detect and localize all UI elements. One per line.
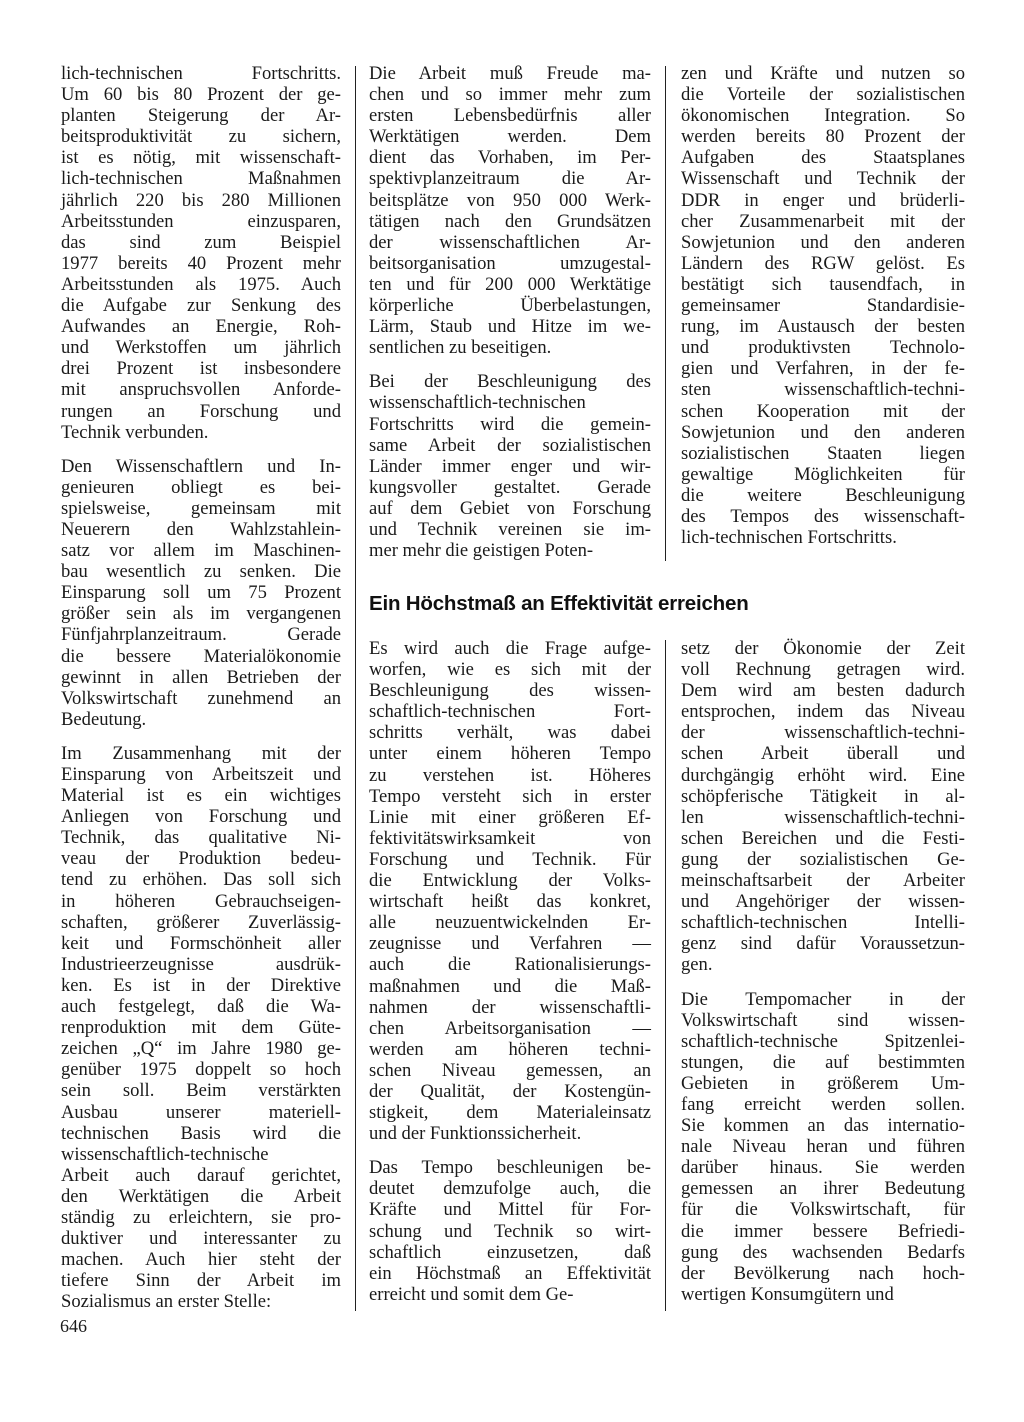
text-line: genüber 1975 doppelt so hoch — [61, 1059, 341, 1081]
text-line: ersten Lebensbedürfnis aller — [369, 105, 651, 127]
paragraph — [61, 456, 341, 730]
text-line: Ausbau unserer materiell- — [61, 1101, 341, 1123]
text-line: werden am höheren techni- — [369, 1038, 651, 1060]
paragraph — [681, 989, 965, 1305]
text-line: sten wissenschaftlich-techni- — [681, 379, 965, 401]
text-line: Material ist es ein wichtiges — [61, 785, 341, 807]
column-top-right — [681, 63, 965, 561]
text-line: Beschleunigung des wissen- — [369, 680, 651, 702]
text-line: die weitere Beschleunigung — [681, 484, 965, 506]
text-line: der Bevölkerung nach hoch- — [681, 1262, 965, 1284]
text-line: und Werkstoffen um jährlich — [61, 337, 341, 359]
text-line: stungen, die auf bestimmten — [681, 1051, 965, 1073]
text-line: spektivplanzeitraum die Ar- — [369, 168, 651, 190]
text-line: ten und für 200 000 Werktätige — [369, 273, 651, 295]
text-line: Die Tempomacher in der — [681, 988, 965, 1010]
text-line: der wissenschaftlich-techni- — [681, 722, 965, 744]
text-line: Das Tempo beschleunigen be- — [369, 1157, 651, 1179]
text-line: mer mehr die geistigen Poten- — [369, 540, 594, 562]
text-line: das sind zum Beispiel — [61, 231, 341, 253]
text-line: der wissenschaftlichen Ar- — [369, 231, 651, 253]
text-line: chen und so immer mehr zum — [369, 84, 651, 106]
text-line: Forschung und Technik. Für — [369, 848, 651, 870]
text-line: worfen, wie es sich mit der — [369, 659, 651, 681]
text-line: Aufwandes an Energie, Roh- — [61, 316, 341, 338]
text-line: Volkswirtschaft zunehmend an — [61, 687, 341, 709]
text-line: und produktivsten Technolo- — [681, 337, 965, 359]
text-line: satz vor allem im Maschinen- — [61, 540, 341, 562]
text-line: des Tempos des wissenschaft- — [681, 505, 965, 527]
text-line: nale Niveau heran und führen — [681, 1136, 965, 1158]
text-line: Arbeitsstunden als 1975. Auch — [61, 273, 341, 295]
text-line: Linie mit einer größeren Ef- — [369, 806, 651, 828]
text-line: chen Arbeitsorganisation — — [369, 1017, 651, 1039]
text-line: gen. — [681, 954, 713, 976]
text-line: len wissenschaftlich-techni- — [681, 806, 965, 828]
text-line: sein soll. Beim verstärkten — [61, 1080, 341, 1102]
text-line: Technik, das qualitative Ni- — [61, 827, 341, 849]
text-line: genz sind dafür Voraussetzun- — [681, 933, 965, 955]
text-line: Sozialismus an erster Stelle: — [61, 1291, 272, 1313]
text-line: Aufgaben des Staatsplanes — [681, 147, 965, 169]
text-line: renproduktion mit dem Güte- — [61, 1017, 341, 1039]
text-line: Einsparung von Arbeitszeit und — [61, 764, 341, 785]
text-line: in höheren Gebrauchseigen- — [61, 890, 341, 912]
text-line: wissenschaftlich-technischen — [369, 392, 586, 414]
text-line: und der Funktionssicherheit. — [369, 1123, 582, 1145]
column-bottom-right — [681, 638, 965, 1318]
text-line: Im Zusammenhang mit der — [61, 742, 341, 764]
text-line: für die Volkswirtschaft, für — [681, 1199, 965, 1221]
text-line: Gebieten in größerem Um- — [681, 1072, 965, 1094]
text-line: schen Niveau gemessen, an — [369, 1059, 651, 1081]
text-line: schritts verhält, was dabei — [369, 722, 651, 744]
text-line: und Angehöriger der wissen- — [681, 891, 965, 913]
text-line: veau der Produktion bedeu- — [61, 848, 341, 870]
text-line: ein Höchstmaß an Effektivität — [369, 1262, 651, 1284]
text-line: auf dem Gebiet von Forschung — [369, 497, 651, 519]
text-line: wissenschaftlich-technische — [61, 1143, 269, 1165]
text-line: kungsvoller gestaltet. Gerade — [369, 476, 651, 498]
text-line: beitsorganisation umzugestal- — [369, 252, 651, 274]
column-rule-top-right — [665, 66, 666, 561]
column-top-left — [61, 63, 341, 1325]
text-line: keit und Formschönheit aller — [61, 932, 341, 954]
text-line: Werktätigen werden. Dem — [369, 126, 651, 148]
text-line: wertigen Konsumgütern und — [681, 1283, 894, 1305]
text-line: same Arbeit der sozialistischen — [369, 434, 651, 456]
column-bottom-middle — [369, 638, 651, 1318]
text-line: durchgängig erhöht wird. Eine — [681, 764, 965, 786]
text-line: gemessen an ihrer Bedeutung — [681, 1178, 965, 1200]
paragraph — [369, 63, 651, 358]
text-line: gewaltige Möglichkeiten für — [681, 463, 965, 485]
text-line: lich-technischen Fortschritts. — [61, 63, 341, 84]
text-line: Dem wird am besten dadurch — [681, 680, 965, 702]
text-line: gung der sozialistischen Ge- — [681, 848, 965, 870]
text-line: gung des wachsenden Bedarfs — [681, 1241, 965, 1263]
text-line: Tempo versteht sich in erster — [369, 785, 651, 807]
text-line: zu verstehen ist. Höheres — [369, 764, 651, 786]
text-line: mit anspruchsvollen Anforde- — [61, 379, 341, 401]
text-line: Um 60 bis 80 Prozent der ge- — [61, 84, 341, 106]
column-top-middle — [369, 63, 651, 574]
text-line: Bei der Beschleunigung des — [369, 371, 651, 393]
text-line: Kräfte und Mittel für For- — [369, 1199, 651, 1221]
text-line: Fortschritts wird die gemein- — [369, 413, 651, 435]
text-line: Wissenschaft und Technik der — [681, 168, 965, 190]
text-line: alle neuzuentwickelnden Er- — [369, 912, 651, 934]
text-line: sozialistischen Staaten liegen — [681, 442, 965, 464]
text-line: Die Arbeit muß Freude ma- — [369, 63, 651, 84]
text-line: maßnahmen und die Maß- — [369, 975, 651, 997]
section-heading: Ein Höchstmaß an Effektivität erreichen — [369, 592, 749, 615]
paragraph — [61, 743, 341, 1313]
text-line: jährlich 220 bis 280 Millionen — [61, 189, 341, 211]
text-line: voll Rechnung getragen wird. — [681, 659, 965, 681]
text-line: ist es nötig, mit wissenschaft- — [61, 147, 341, 169]
text-line: gemeinsamer Standardisie- — [681, 295, 965, 317]
text-line: Ländern des RGW gelöst. Es — [681, 252, 965, 274]
text-line: schöpferische Tätigkeit in al- — [681, 785, 965, 807]
text-line: Den Wissenschaftlern und In- — [61, 455, 341, 477]
text-line: Länder immer enger und wir- — [369, 455, 651, 477]
text-line: darüber hinaus. Sie werden — [681, 1157, 965, 1179]
text-line: die Vorteile der sozialistischen — [681, 84, 965, 106]
text-line: schen Kooperation mit der — [681, 400, 965, 422]
text-line: ökonomischen Integration. So — [681, 105, 965, 127]
text-line: Industrieerzeugnisse ausdrük- — [61, 953, 341, 975]
text-line: machen. Auch hier steht der — [61, 1249, 341, 1271]
text-line: lich-technischen Maßnahmen — [61, 168, 341, 190]
text-line: rungen an Forschung und — [61, 400, 341, 422]
text-line: meinschaftsarbeit der Arbeiter — [681, 870, 965, 892]
text-line: Sowjetunion und den anderen — [681, 421, 965, 443]
text-line: Es wird auch die Frage aufge- — [369, 638, 651, 659]
text-line: unter einem höheren Tempo — [369, 743, 651, 765]
text-line: gewinnt in allen Betrieben der — [61, 666, 341, 688]
text-line: nahmen der wissenschaftli- — [369, 996, 651, 1018]
text-line: die Entwicklung der Volks- — [369, 870, 651, 892]
text-line: cher Zusammenarbeit mit der — [681, 210, 965, 232]
text-line: schaften, größerer Zuverlässig- — [61, 911, 341, 933]
text-line: entsprochen, indem das Niveau — [681, 701, 965, 723]
text-line: schaftlich-technische Spitzenlei- — [681, 1030, 965, 1052]
text-line: ständig zu erleichtern, sie pro- — [61, 1206, 341, 1228]
column-rule-bottom-right — [665, 640, 666, 1311]
text-line: setz der Ökonomie der Zeit — [681, 638, 965, 659]
text-line: wirtschaft heißt das konkret, — [369, 891, 651, 913]
text-line: auch festgelegt, daß die Wa- — [61, 996, 341, 1018]
text-line: größer sein als im vergangenen — [61, 603, 341, 625]
text-line: Arbeitsstunden einzusparen, — [61, 210, 341, 232]
text-line: schaftlich-technischen Fort- — [369, 701, 651, 723]
text-line: der Qualität, der Kostengün- — [369, 1080, 651, 1102]
text-line: tiefere Sinn der Arbeit im — [61, 1270, 341, 1292]
paragraph — [681, 638, 965, 976]
text-line: tend zu erhöhen. Das soll sich — [61, 869, 341, 891]
page-number: 646 — [60, 1316, 87, 1336]
text-line: Einsparung soll um 75 Prozent — [61, 582, 341, 604]
text-line: beitsplätze von 950 000 Werk- — [369, 189, 651, 211]
paragraph — [369, 638, 651, 1144]
text-line: fang erreicht werden sollen. — [681, 1093, 965, 1115]
text-line: deutet demzufolge auch, die — [369, 1178, 651, 1200]
text-line: körperliche Überbelastungen, — [369, 295, 651, 317]
text-line: sentlichen zu beseitigen. — [369, 337, 552, 359]
text-line: spielsweise, gemeinsam mit — [61, 497, 341, 519]
text-line: schaftlich-technischen Intelli- — [681, 912, 965, 934]
text-line: Fünfjahrplanzeitraum. Gerade — [61, 624, 341, 646]
text-line: Technik verbunden. — [61, 421, 209, 443]
text-line: erreicht und somit dem Ge- — [369, 1283, 574, 1305]
text-line: schen Bereichen und die Festi- — [681, 827, 965, 849]
text-line: werden bereits 80 Prozent der — [681, 126, 965, 148]
text-line: lich-technischen Fortschritts. — [681, 527, 897, 549]
text-line: schung und Technik so wirt- — [369, 1220, 651, 1242]
text-line: die bessere Materialökonomie — [61, 645, 341, 667]
text-line: 1977 bereits 40 Prozent mehr — [61, 252, 341, 274]
text-line: fektivitätswirksamkeit von — [369, 827, 651, 849]
text-line: tätigen nach den Grundsätzen — [369, 210, 651, 232]
text-line: zeichen „Q“ im Jahre 1980 ge- — [61, 1038, 341, 1060]
text-line: technischen Basis wird die — [61, 1122, 341, 1144]
text-line: drei Prozent ist insbesondere — [61, 358, 341, 380]
text-line: Bedeutung. — [61, 708, 147, 730]
text-line: beitsproduktivität zu sichern, — [61, 126, 341, 148]
text-line: ken. Es ist in der Direktive — [61, 974, 341, 996]
text-line: planten Steigerung der Ar- — [61, 105, 341, 127]
text-line: bau wesentlich zu senken. Die — [61, 561, 341, 583]
text-line: Sowjetunion und den anderen — [681, 231, 965, 253]
text-line: zeugnisse und Verfahren — — [369, 933, 651, 955]
text-line: stigkeit, dem Materialeinsatz — [369, 1102, 651, 1124]
text-line: die Aufgabe zur Senkung des — [61, 295, 341, 317]
text-line: DDR in enger und brüderli- — [681, 189, 965, 211]
paragraph — [681, 63, 965, 548]
text-line: gien und Verfahren, in der fe- — [681, 358, 965, 380]
text-line: auch die Rationalisierungs- — [369, 954, 651, 976]
text-line: genieuren obliegt es bei- — [61, 476, 341, 498]
text-line: Arbeit auch darauf gerichtet, — [61, 1164, 341, 1186]
text-line: die immer bessere Befriedi- — [681, 1220, 965, 1242]
text-line: Sie kommen an das internatio- — [681, 1115, 965, 1137]
text-line: dient das Vorhaben, im Per- — [369, 147, 651, 169]
text-line: zen und Kräfte und nutzen so — [681, 63, 965, 84]
paragraph — [369, 1157, 651, 1305]
text-line: rung, im Austausch der besten — [681, 316, 965, 338]
text-line: den Werktätigen die Arbeit — [61, 1185, 341, 1207]
text-line: bestätigt sich tausendfach, in — [681, 273, 965, 295]
paragraph — [369, 371, 651, 561]
text-line: Volkswirtschaft sind wissen- — [681, 1009, 965, 1031]
text-line: duktiver und interessanter zu — [61, 1228, 341, 1250]
column-rule-left — [355, 66, 356, 1311]
text-line: und Technik vereinen sie im- — [369, 518, 651, 540]
text-line: schen Arbeit überall und — [681, 743, 965, 765]
text-line: schaftlich einzusetzen, daß — [369, 1241, 651, 1263]
text-line: Lärm, Staub und Hitze im we- — [369, 316, 651, 338]
text-line: Neuerern den Wahlzstahlein- — [61, 518, 341, 540]
paragraph — [61, 63, 341, 443]
text-line: Anliegen von Forschung und — [61, 806, 341, 828]
